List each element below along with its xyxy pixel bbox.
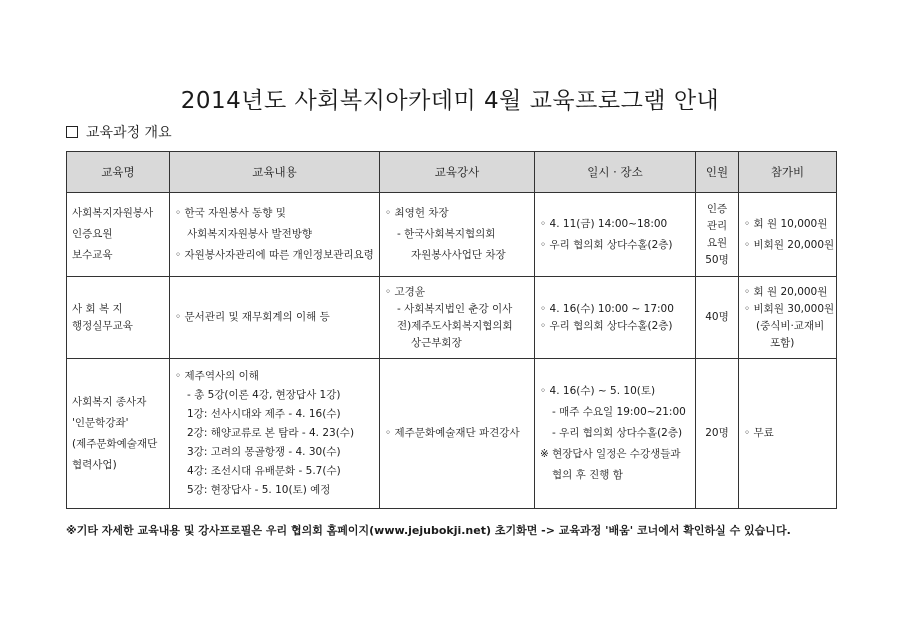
- text-line: - 총 5강(이론 4강, 현장답사 1강): [187, 389, 341, 401]
- content-cell: [170, 359, 380, 509]
- text-line: ◦ 무료: [744, 427, 774, 439]
- text-line: ◦ 비회원 30,000원: [744, 302, 835, 315]
- text-line: - 매주 수요일 19:00~21:00: [552, 406, 686, 418]
- text-line: ◦ 제주문화예술재단 파견강사: [385, 427, 520, 439]
- header-cell: 교육내용: [170, 152, 380, 193]
- text-line: 전)제주도사회복지협의회: [397, 319, 513, 332]
- header-cell: 교육명: [67, 152, 170, 193]
- text-line: 1강: 선사시대와 제주 - 4. 16(수): [187, 408, 341, 420]
- program-table: [66, 151, 837, 509]
- text-line: ◦ 회 원 20,000원: [744, 285, 828, 298]
- text-line: ◦ 한국 자원봉사 동향 및: [175, 207, 286, 219]
- instructor-cell: [380, 193, 535, 277]
- text-line: ◦ 비회원 20,000원: [744, 238, 835, 251]
- text-line: 50명: [705, 253, 729, 266]
- text-line: 포함): [770, 336, 795, 349]
- fee-cell: [739, 193, 837, 277]
- text-line: '인문학강좌': [72, 416, 129, 429]
- text-line: (제주문화예술재단: [72, 437, 158, 450]
- text-line: ◦ 우리 협의회 상다수홀(2층): [540, 238, 673, 251]
- fee-cell: [739, 277, 837, 359]
- text-line: 20명: [705, 427, 729, 439]
- table-row: [67, 193, 837, 277]
- text-line: 3강: 고려의 몽골항쟁 - 4. 30(수): [187, 446, 341, 458]
- schedule-cell: [535, 193, 696, 277]
- text-line: 사회복지 종사자: [72, 395, 147, 408]
- capacity-cell: [696, 193, 739, 277]
- table-row: [67, 359, 837, 509]
- instructor-cell: [380, 359, 535, 509]
- text-line: 요원: [706, 236, 728, 249]
- text-line: 협력사업): [72, 458, 117, 471]
- fee-cell: [739, 359, 837, 509]
- course-name-cell: [67, 193, 170, 277]
- text-line: ※ 현장답사 일정은 수강생들과: [540, 448, 681, 460]
- text-line: 5강: 현장답사 - 5. 10(토) 예정: [187, 484, 331, 496]
- checkbox-square-icon: [66, 126, 78, 138]
- text-line: 사회복지자원봉사: [72, 207, 154, 219]
- text-line: 사 회 복 지: [72, 302, 123, 315]
- text-line: ◦ 4. 16(수) 10:00 ~ 17:00: [540, 302, 674, 315]
- text-line: ◦ 자원봉사자관리에 따른 개인정보관리요령: [175, 249, 374, 261]
- text-line: ◦ 제주역사의 이해: [175, 370, 259, 382]
- schedule-cell: [535, 359, 696, 509]
- text-line: 40명: [705, 311, 729, 323]
- instructor-cell: [380, 277, 535, 359]
- section-heading: [66, 122, 172, 142]
- text-line: 행정실무교육: [72, 319, 133, 332]
- capacity-cell: [696, 359, 739, 509]
- text-line: - 우리 협의회 상다수홀(2층): [552, 427, 683, 439]
- course-name-cell: [67, 277, 170, 359]
- text-line: 2강: 해양교류로 본 탐라 - 4. 23(수): [187, 427, 355, 439]
- text-line: ◦ 우리 협의회 상다수홀(2층): [540, 319, 673, 332]
- text-line: 보수교육: [72, 249, 113, 261]
- header-cell: 교육강사: [380, 152, 535, 193]
- text-line: 사회복지자원봉사 발전방향: [187, 228, 313, 240]
- text-line: ◦ 4. 16(수) ~ 5. 10(토): [540, 385, 656, 397]
- text-line: 인증요원: [72, 228, 113, 240]
- text-line: ◦ 문서관리 및 재무회계의 이해 등: [175, 311, 330, 323]
- text-line: - 한국사회복지협의회: [397, 228, 496, 240]
- text-line: 협의 후 진행 함: [552, 469, 623, 481]
- text-line: ◦ 4. 11(금) 14:00~18:00: [540, 217, 668, 230]
- text-line: ◦ 최영헌 차장: [385, 207, 449, 219]
- text-line: - 사회복지법인 춘강 이사: [397, 302, 513, 315]
- footnote: ※기타 자세한 교육내용 및 강사프로필은 우리 협의회 홈페이지(www.jejubokji.net) 초기화면 -> 교육과정 '배움' 코너에서 확인하실 수 있습니다.: [66, 524, 791, 537]
- capacity-cell: [696, 277, 739, 359]
- header-cell: 참가비: [739, 152, 837, 193]
- content-cell: [170, 277, 380, 359]
- page-title: 2014년도 사회복지아카데미 4월 교육프로그램 안내: [180, 88, 720, 114]
- text-line: ◦ 고경윤: [385, 285, 425, 298]
- text-line: 4강: 조선시대 유배문화 - 5.7(수): [187, 465, 341, 477]
- text-line: 관리: [706, 219, 728, 232]
- header-cell: 일시 · 장소: [535, 152, 696, 193]
- text-line: 상근부회장: [411, 336, 462, 349]
- course-name-cell: [67, 359, 170, 509]
- header-cell: 인원: [696, 152, 739, 193]
- text-line: 자원봉사사업단 차장: [411, 249, 506, 261]
- text-line: 인증: [706, 202, 728, 215]
- table-header-row: [67, 152, 837, 193]
- schedule-cell: [535, 277, 696, 359]
- text-line: (중식비·교재비: [756, 319, 825, 332]
- table-row: [67, 277, 837, 359]
- content-cell: [170, 193, 380, 277]
- section-label: 교육과정 개요: [86, 125, 172, 141]
- text-line: ◦ 회 원 10,000원: [744, 217, 828, 230]
